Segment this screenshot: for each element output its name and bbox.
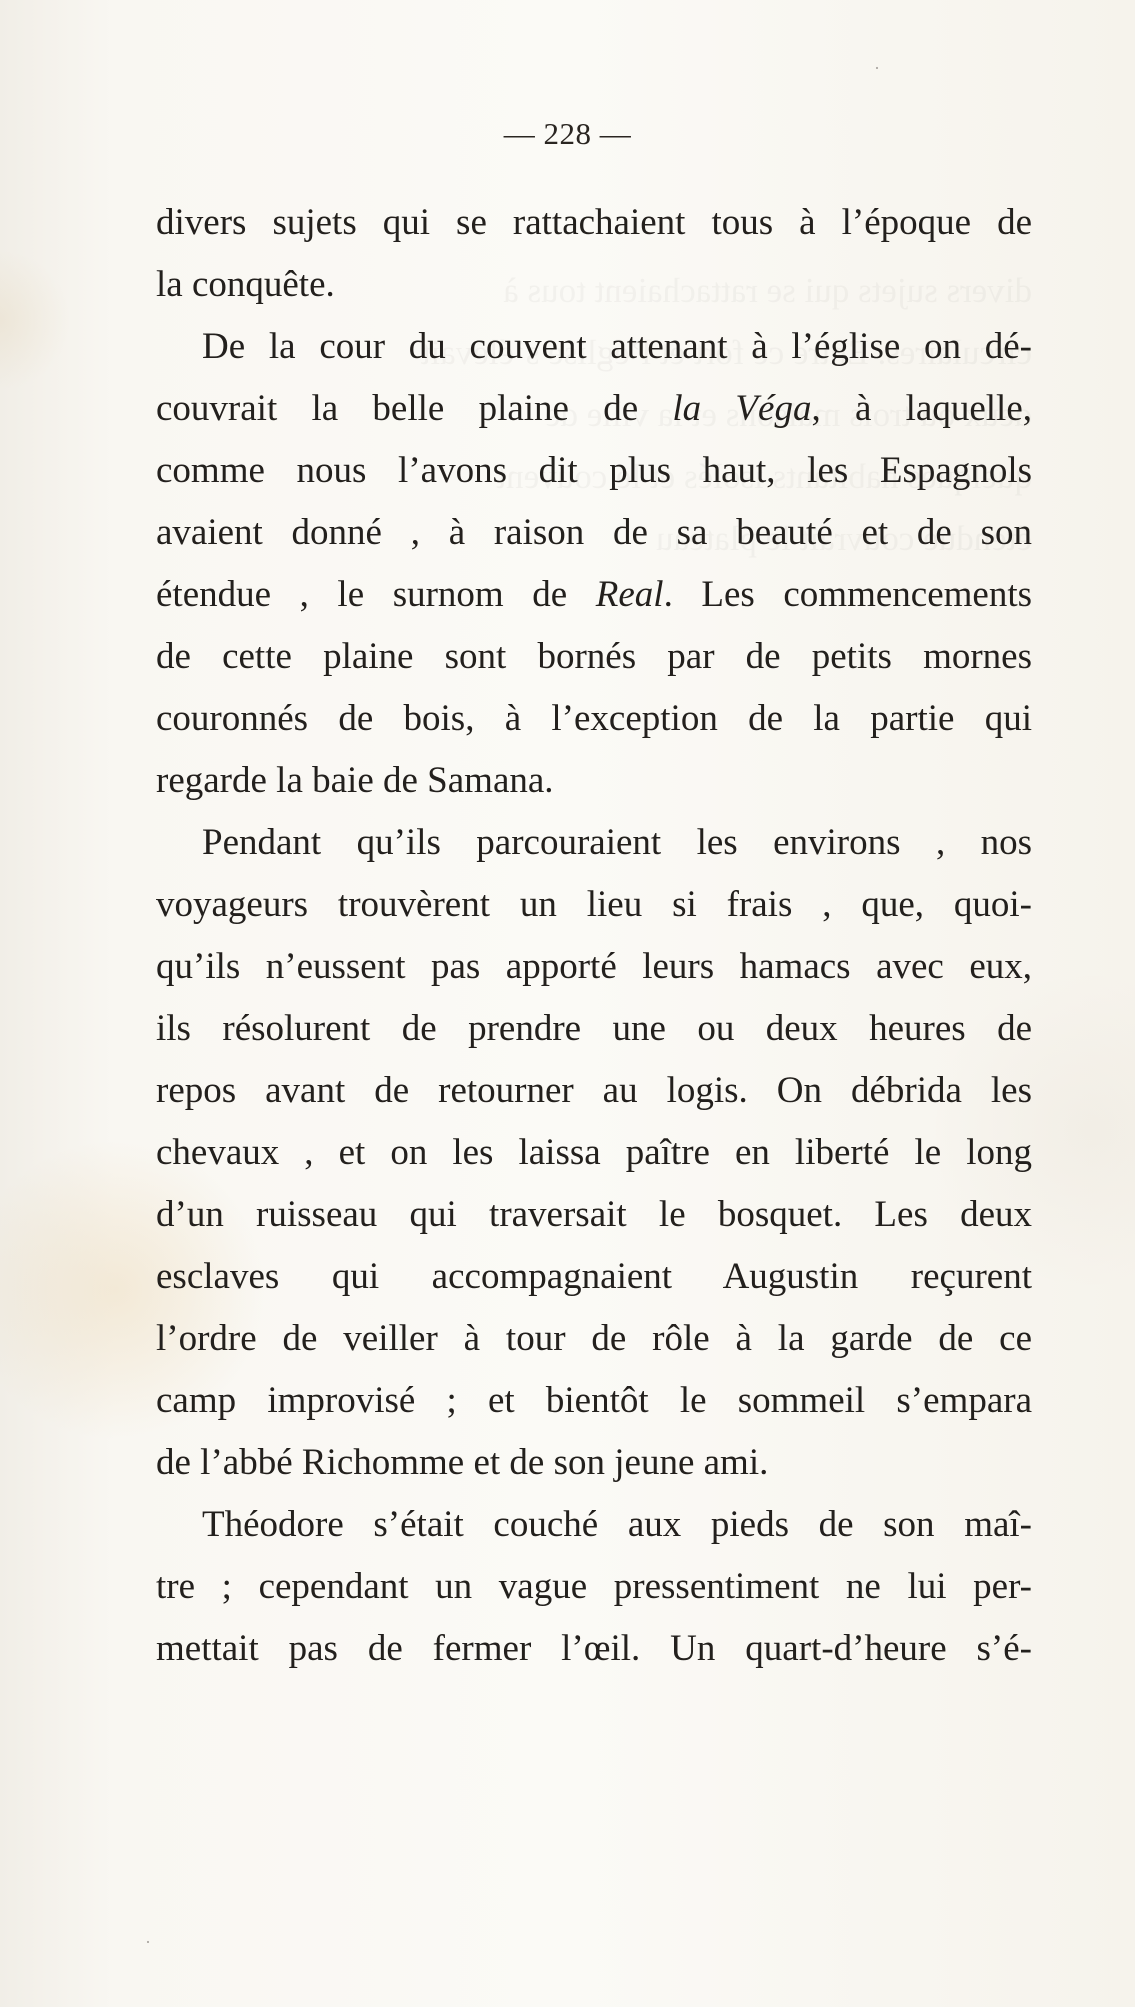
text-line: l’ordre de veiller à tour de rôle à la garde de ce bbox=[156, 1318, 1032, 1359]
italic-phrase: la Véga bbox=[672, 388, 812, 429]
text-line: avaient donné , à raison de sa beauté et de son bbox=[156, 512, 1032, 553]
text-line: regarde la baie de Samana. bbox=[156, 760, 554, 801]
text-line: De la cour du couvent attenant à l’église on dé- bbox=[202, 326, 1032, 367]
text-line: camp improvisé ; et bientôt le sommeil s’empara bbox=[156, 1380, 1032, 1421]
text-line: chevaux , et on les laissa paître en liberté le long bbox=[156, 1132, 1032, 1173]
paper-speck: · bbox=[145, 1932, 151, 1952]
text-line: Théodore s’était couché aux pieds de son maî- bbox=[202, 1504, 1032, 1545]
text-line: la conquête. bbox=[156, 264, 335, 305]
text-line: voyageurs trouvèrent un lieu si frais , que, quoi- bbox=[156, 884, 1032, 925]
body-text bbox=[156, 192, 1032, 1680]
text-line: repos avant de retourner au logis. On débrida les bbox=[156, 1070, 1032, 1111]
page-number: — 228 — bbox=[503, 116, 632, 151]
text-line: ils résolurent de prendre une ou deux heures de bbox=[156, 1008, 1032, 1049]
text-line: Pendant qu’ils parcouraient les environs , nos bbox=[202, 822, 1032, 863]
text-line: couvrait la belle plaine de la Véga, à laquelle, bbox=[156, 388, 1032, 429]
text-line: de l’abbé Richomme et de son jeune ami. bbox=[156, 1442, 769, 1483]
text-line: qu’ils n’eussent pas apporté leurs hamacs avec eux, bbox=[156, 946, 1032, 987]
text-line: esclaves qui accompagnaient Augustin reçurent bbox=[156, 1256, 1032, 1297]
italic-phrase: Real bbox=[595, 574, 664, 615]
text-line: couronnés de bois, à l’exception de la partie qui bbox=[156, 698, 1032, 739]
text-line: d’un ruisseau qui traversait le bosquet. Les deux bbox=[156, 1194, 1032, 1235]
text-line: divers sujets qui se rattachaient tous à l’époque de bbox=[156, 202, 1032, 243]
text-line: mettait pas de fermer l’œil. Un quart-d’heure s’é- bbox=[156, 1628, 1032, 1669]
text-line: de cette plaine sont bornés par de petits mornes bbox=[156, 636, 1032, 677]
text-line: comme nous l’avons dit plus haut, les Espagnols bbox=[156, 450, 1032, 491]
text-line: tre ; cependant un vague pressentiment ne lui per- bbox=[156, 1566, 1032, 1607]
text-line: étendue , le surnom de Real. Les commencements bbox=[156, 574, 1032, 615]
paper-speck: · bbox=[874, 58, 880, 78]
